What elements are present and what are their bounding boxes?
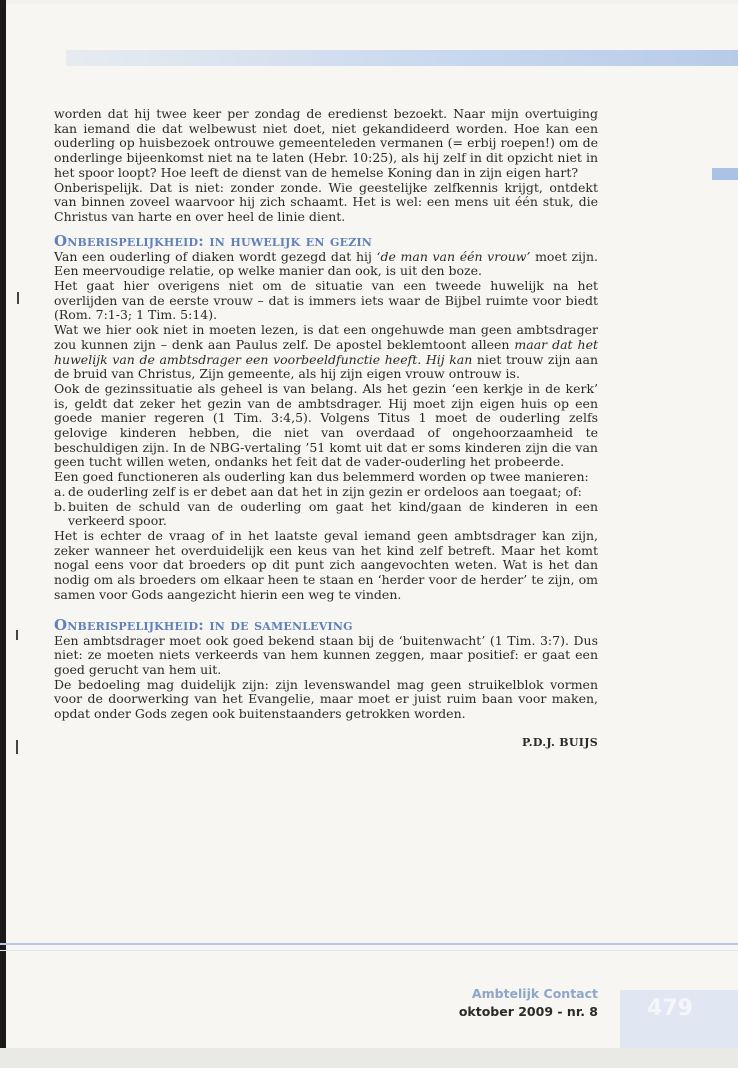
footer-rule: [0, 943, 738, 945]
header-color-band: [66, 50, 738, 66]
list-item: a. de ouderling zelf is er debet aan dat het in zijn gezin er ordeloos aan toegaat; of:: [54, 483, 582, 499]
section-heading-marriage: Onberispelijkheid: in huwelijk en gezin: [54, 231, 373, 250]
intro-paragraph: Onberispelijk. Dat is niet: zonder zonde. Wie geestelijke zelfkennis krijgt, ontdekt van binnen zoveel waarvoor hij zich schaamt. Het is wel: een mens uit één stuk, die Christus van harte en over heel de linie dient.: [54, 179, 598, 224]
side-color-tab: [712, 168, 738, 180]
scan-mark: [17, 292, 19, 304]
section2-paragraph-1: Een ambtsdrager moet ook goed bekend staan bij de ‘buitenwacht’ (1 Tim. 3:7). Dus niet: ze moeten niets verkeerds van hem kunnen zeggen, maar positief: er gaat een goed gerucht van hem uit.: [54, 632, 598, 677]
section-heading-society: Onberispelijkheid: in de samenleving: [54, 615, 353, 634]
scan-mark: [16, 740, 18, 754]
journal-issue: oktober 2009 - nr. 8: [458, 1004, 598, 1019]
article-body: [54, 107, 598, 750]
section1-paragraph-6: Het is echter de vraag of in het laatste geval iemand geen ambtsdrager kan zijn, zeker wanneer het overduidelijk een keus van het kind zelf betreft. Maar het komt nogal eens voor dat broeders op dit punt zich aangevochten weten. Wat is het dan nodig om als broeders om elkaar heen te staan en ‘herder voor de herder’ te zijn, om samen voor Gods aangezicht hierin een weg te vinden.: [54, 527, 598, 602]
author-signature: P.D.J. BUIJS: [521, 735, 598, 749]
scan-edge-bottom: [0, 1048, 738, 1068]
section1-paragraph-1: Van een ouderling of diaken wordt gezegd dat hij ‘de man van één vrouw’ moet zijn. Een meervoudige relatie, op welke manier dan ook, is uit den boze.: [54, 248, 598, 279]
section1-paragraph-3: Wat we hier ook niet in moeten lezen, is dat een ongehuwde man geen ambtsdrager zou kunnen zijn – denk aan Paulus zelf. De apostel beklemtoont alleen maar dat het huwelijk van de ambtsdrager een voorbeeldfunctie heeft. Hij kan niet trouw zijn aan de bruid van Christus, Zijn gemeente, als hij zijn eigen vrouw ontrouw is.: [54, 322, 598, 382]
intro-paragraph: worden dat hij twee keer per zondag de eredienst bezoekt. Naar mijn overtuiging kan iemand die dat welbewust niet doet, niet gekandideerd worden. Hoe kan een ouderling op huisbezoek ontrouwe gemeenteleden vermanen (= erbij roepen!) om de onderlinge bijeenkomst niet na te laten (Hebr. 10:25), als hij zelf in dit opzicht niet in het spoor loopt? Hoe leeft de dienst van de hemelse Koning dan in zijn eigen hart?: [54, 106, 598, 180]
journal-info: [459, 985, 598, 1021]
reasons-list: [54, 485, 598, 529]
section1-paragraph-5: Een goed functioneren als ouderling kan dus belemmerd worden op twee manieren:: [54, 469, 589, 485]
section1-paragraph-4: Ook de gezinssituatie als geheel is van belang. Als het gezin ‘een kerkje in de kerk’ is, geldt dat zeker het gezin van de ambtsdrager. Hij moet zijn eigen huis op een goede manier regeren (1 Tim. 3:4,5). Volgens Titus 1 moet de ouderling zelfs gelovige kinderen hebben, die niet van overdaad of ongehoorzaamheid te beschuldigen zijn. In de NBG-vertaling ’51 komt uit dat er soms kinderen zijn die van geen tucht willen weten, ondanks het feit dat de vader-ouderling het probeerde.: [54, 380, 598, 470]
section2-paragraph-2: De bedoeling mag duidelijk zijn: zijn levenswandel mag geen struikelblok vormen voor de doorwerking van het Evangelie, maar moet er juist ruim baan voor maken, opdat onder Gods zegen ook buitenstaanders getrokken worden.: [54, 676, 598, 722]
scan-mark: [16, 630, 18, 640]
section1-paragraph-2: Het gaat hier overigens niet om de situatie van een tweede huwelijk na het overlijden van de eerste vrouw – dat is immers iets waar de Bijbel ruimte voor biedt (Rom. 7:1-3; 1 Tim. 5:14).: [54, 278, 598, 323]
journal-name: Ambtelijk Contact: [471, 986, 598, 1001]
footer-rule-thin: [0, 950, 738, 951]
list-item: b. buiten de schuld van de ouderling om gaat het kind/gaan de kinderen in een verkeerd spoor.: [54, 498, 598, 529]
page-number: 479: [647, 996, 693, 1021]
